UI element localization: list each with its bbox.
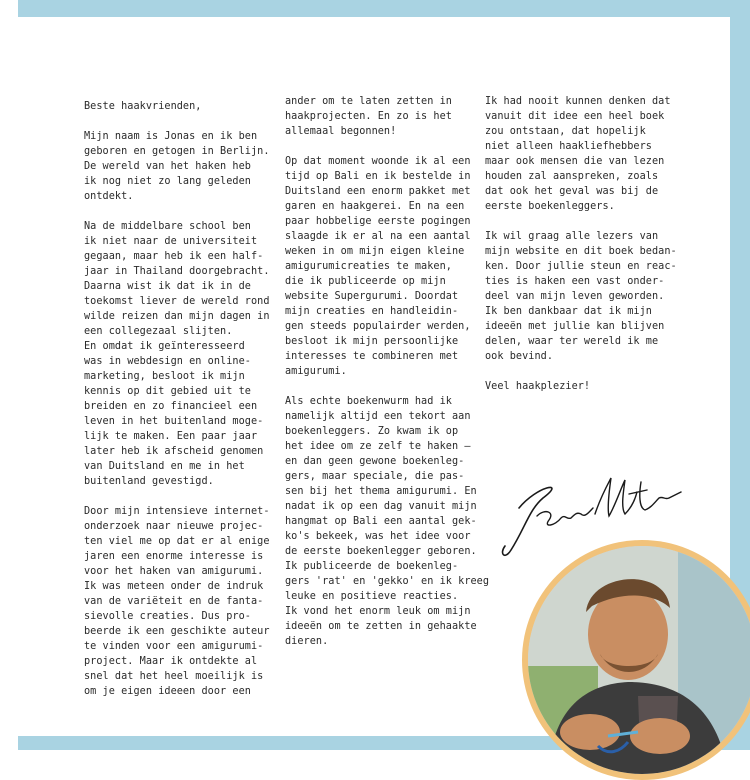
letter-line: Ik wil graag alle lezers van (485, 231, 659, 242)
letter-paragraph (485, 94, 673, 214)
letter-paragraph (285, 94, 473, 139)
letter-line: Mijn naam is Jonas en ik ben (84, 131, 258, 142)
letter-line: mijn creaties en handleidin- (285, 306, 459, 317)
letter-line: gegaan, maar heb ik een half- (84, 251, 264, 262)
letter-line: een collegezaal slijten. (84, 326, 233, 337)
letter-line: breiden en zo financieel een (84, 401, 258, 412)
letter-line: eerste boekenleggers. (485, 201, 615, 212)
letter-line: De wereld van het haken heb (84, 161, 251, 172)
letter-paragraph (84, 129, 272, 204)
letter-line: tijd op Bali en ik bestelde in (285, 171, 471, 182)
top-border-band (18, 0, 750, 17)
letter-line: nadat ik op een dag vanuit mijn (285, 501, 477, 512)
letter-line: ik nog niet zo lang geleden (84, 176, 251, 187)
letter-line: Ik vond het enorm leuk om mijn (285, 606, 471, 617)
letter-line: amigurumi. (285, 366, 347, 377)
letter-line: besloot ik mijn persoonlijke (285, 336, 459, 347)
letter-line: marketing, besloot ik mijn (84, 371, 245, 382)
letter-line: ko's bekeek, was het idee voor (285, 531, 471, 542)
letter-paragraph (285, 394, 490, 649)
letter-line: allemaal begonnen! (285, 126, 397, 137)
letter-line: was in webdesign en online- (84, 356, 251, 367)
letter-line: Duitsland een enorm pakket met (285, 186, 471, 197)
letter-line: geboren en getogen in Berlijn. (84, 146, 270, 157)
letter-line: leven in het buitenland moge- (84, 416, 264, 427)
letter-line: ties is haken een vast onder- (485, 276, 665, 287)
letter-line: gers, maar speciale, die pas- (285, 471, 465, 482)
letter-line: ook bevind. (485, 351, 554, 362)
letter-line: te vinden voor een amigurumi- (84, 641, 264, 652)
letter-line: van Duitsland en me in het (84, 461, 245, 472)
letter-line: leuke en positieve reacties. (285, 591, 459, 602)
letter-line: van de variëteit en de fanta- (84, 596, 264, 607)
letter-line: Door mijn intensieve internet- (84, 506, 270, 517)
letter-line: het idee om ze zelf te haken – (285, 441, 471, 452)
letter-line: sievolle creaties. Dus pro- (84, 611, 251, 622)
letter-line: gen steeds populairder werden, (285, 321, 471, 332)
letter-line: Na de middelbare school ben (84, 221, 251, 232)
letter-line: ik niet naar de universiteit (84, 236, 258, 247)
letter-line: namelijk altijd een tekort aan (285, 411, 471, 422)
letter-line: houden zal aanspreken, zoals (485, 171, 659, 182)
letter-line: slaagde ik er al na een aantal (285, 231, 471, 242)
letter-line: om je eigen ideeen door een (84, 686, 251, 697)
letter-line: toekomst liever de wereld rond (84, 296, 270, 307)
letter-line: ontdekt. (84, 191, 134, 202)
letter-paragraph (485, 229, 677, 364)
letter-line: buitenland gevestigd. (84, 476, 214, 487)
letter-line: maar ook mensen die van lezen (485, 156, 665, 167)
letter-line: lijk te maken. Een paar jaar (84, 431, 258, 442)
letter-line: zou ontstaan, dat hopelijk (485, 126, 646, 137)
letter-line: die ik publiceerde op mijn (285, 276, 446, 287)
letter-line: sen bij het thema amigurumi. En (285, 486, 477, 497)
letter-line: deel van mijn leven geworden. (485, 291, 665, 302)
letter-line: project. Maar ik ontdekte al (84, 656, 258, 667)
letter-paragraph (285, 154, 473, 379)
letter-column-2 (285, 94, 490, 664)
letter-line: Op dat moment woonde ik al een (285, 156, 471, 167)
letter-line: gers 'rat' en 'gekko' en ik kreeg (285, 576, 490, 587)
letter-paragraph (84, 219, 272, 489)
letter-line: Ik had nooit kunnen denken dat (485, 96, 671, 107)
letter-line: ken. Door jullie steun en reac- (485, 261, 677, 272)
author-photo-illustration (528, 546, 750, 774)
letter-line: garen en haakgerei. En na een (285, 201, 465, 212)
letter-line: amigurumicreaties te maken, (285, 261, 452, 272)
author-photo (528, 546, 750, 774)
letter-line: ideeën om te zetten in gehaakte (285, 621, 477, 632)
letter-line: Ik publiceerde de boekenleg- (285, 561, 459, 572)
letter-line: ideeën met jullie kan blijven (485, 321, 665, 332)
letter-line: later heb ik afscheid genomen (84, 446, 264, 457)
letter-line: kennis op dit gebied uit te (84, 386, 251, 397)
letter-line: ten viel me op dat er al enige (84, 536, 270, 547)
letter-line: dat ook het geval was bij de (485, 186, 659, 197)
letter-line: delen, waar ter wereld ik me (485, 336, 659, 347)
letter-line: Ik was meteen onder de indruk (84, 581, 264, 592)
letter-line: website Supergurumi. Doordat (285, 291, 459, 302)
letter-line: boekenleggers. Zo kwam ik op (285, 426, 459, 437)
letter-line: paar hobbelige eerste pogingen (285, 216, 471, 227)
letter-line: jaren een enorme interesse is (84, 551, 264, 562)
letter-line: voor het haken van amigurumi. (84, 566, 264, 577)
letter-line: beerde ik een geschikte auteur (84, 626, 270, 637)
letter-line: ander om te laten zetten in (285, 96, 452, 107)
letter-line: hangmat op Bali een aantal gek- (285, 516, 477, 527)
letter-paragraph (84, 504, 272, 699)
letter-column-3 (485, 94, 677, 409)
letter-line: Veel haakplezier! (485, 381, 591, 392)
letter-line: Als echte boekenwurm had ik (285, 396, 452, 407)
letter-line: haakprojecten. En zo is het (285, 111, 452, 122)
letter-line: Ik ben dankbaar dat ik mijn (485, 306, 652, 317)
letter-line: mijn website en dit boek bedan- (485, 246, 677, 257)
letter-line: dieren. (285, 636, 329, 647)
letter-line: de eerste boekenlegger geboren. (285, 546, 477, 557)
letter-line: Beste haakvrienden, (84, 101, 202, 112)
letter-paragraph (84, 99, 272, 114)
letter-line: en dan geen gewone boekenleg- (285, 456, 465, 467)
letter-line: wilde reizen dan mijn dagen in (84, 311, 270, 322)
letter-line: weken in om mijn eigen kleine (285, 246, 465, 257)
letter-line: jaar in Thailand doorgebracht. (84, 266, 270, 277)
letter-line: snel dat het heel moeilijk is (84, 671, 264, 682)
letter-column-1 (84, 99, 272, 714)
letter-line: interesses te combineren met (285, 351, 459, 362)
letter-paragraph (485, 379, 673, 394)
letter-line: vanuit dit idee een heel boek (485, 111, 665, 122)
letter-line: Daarna wist ik dat ik in de (84, 281, 251, 292)
letter-line: niet alleen haakliefhebbers (485, 141, 652, 152)
letter-line: onderzoek naar nieuwe projec- (84, 521, 264, 532)
letter-line: En omdat ik geïnteresseerd (84, 341, 245, 352)
